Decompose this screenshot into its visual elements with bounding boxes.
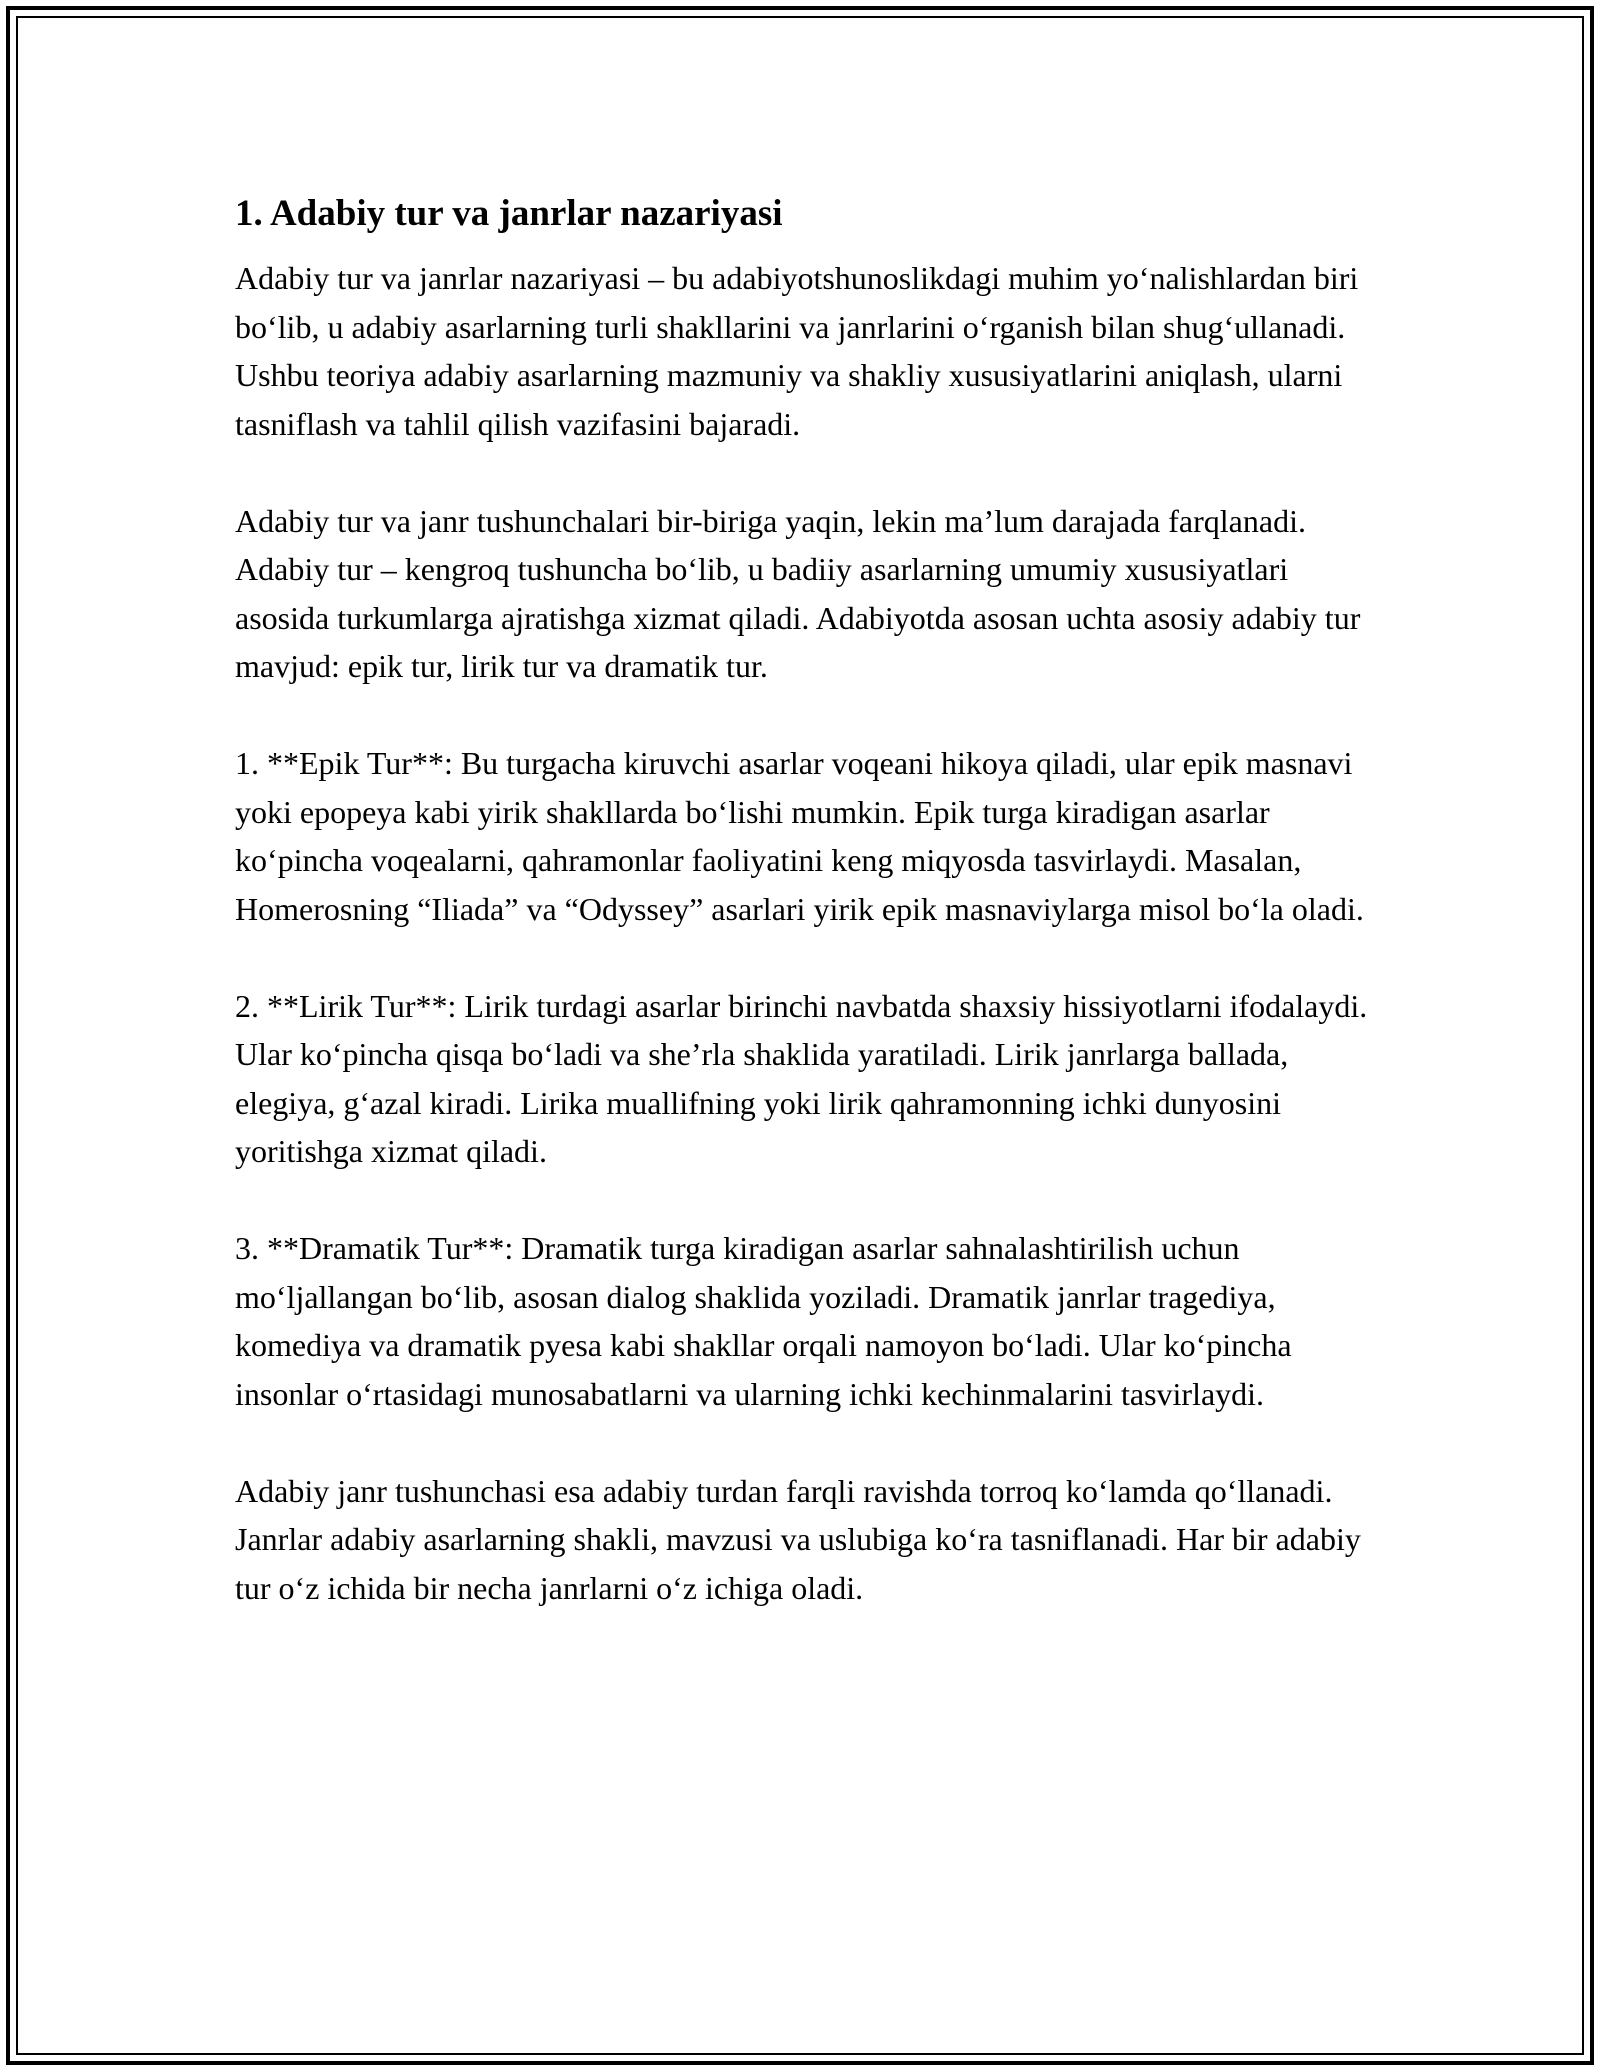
document-body	[235, 186, 1370, 1661]
page-title: 1. Adabiy tur va janrlar nazariyasi	[235, 193, 783, 234]
epik-tur-paragraph: 1. **Epik Tur**: Bu turgacha kiruvchi asarlar voqeani hikoya qiladi, ular epik masnavi yoki epopeya kabi yirik shakllarda boʻlishi mumkin. Epik turga kiradigan asarlar koʻpincha voqealarni, qahramonlar faoliyatini keng miqyosda tasvirlaydi. Masalan, Homerosning “Iliada” va “Odyssey” asarlari yirik epik masnaviylarga misol boʻla oladi.	[235, 745, 1364, 927]
tur-janr-paragraph: Adabiy tur va janr tushunchalari bir-biriga yaqin, lekin ma’lum darajada farqlanadi. Adabiy tur – kengroq tushuncha boʻlib, u badiiy asarlarning umumiy xususiyatlari asosida turkumlarga ajratishga xizmat qiladi. Adabiyotda asosan uchta asosiy adabiy tur mavjud: epik tur, lirik tur va dramatik tur.	[235, 502, 1361, 684]
intro-paragraph: Adabiy tur va janrlar nazariyasi – bu adabiyotshunoslikdagi muhim yoʻnalishlardan biri boʻlib, u adabiy asarlarning turli shakllarini va janrlarini oʻrganish bilan shugʻullanadi. Ushbu teoriya adabiy asarlarning mazmuniy va shakliy xususiyatlarini aniqlash, ularni tasniflash va tahlil qilish vazifasini bajaradi.	[235, 260, 1359, 442]
dramatik-tur-paragraph: 3. **Dramatik Tur**: Dramatik turga kiradigan asarlar sahnalashtirilish uchun moʻljallangan boʻlib, asosan dialog shaklida yoziladi. Dramatik janrlar tragediya, komediya va dramatik pyesa kabi shakllar orqali namoyon boʻladi. Ular koʻpincha insonlar oʻrtasidagi munosabatlarni va ularning ichki kechinmalarini tasvirlaydi.	[235, 1230, 1292, 1412]
janr-paragraph: Adabiy janr tushunchasi esa adabiy turdan farqli ravishda torroq koʻlamda qoʻllanadi. Janrlar adabiy asarlarning shakli, mavzusi va uslubiga koʻra tasniflanadi. Har bir adabiy tur oʻz ichida bir necha janrlarni oʻz ichiga oladi.	[235, 1472, 1361, 1606]
lirik-tur-paragraph: 2. **Lirik Tur**: Lirik turdagi asarlar birinchi navbatda shaxsiy hissiyotlarni ifodalaydi. Ular koʻpincha qisqa boʻladi va she’rla shaklida yaratiladi. Lirik janrlarga ballada, elegiya, gʻazal kiradi. Lirika muallifning yoki lirik qahramonning ichki dunyosini yoritishga xizmat qiladi.	[235, 987, 1368, 1169]
